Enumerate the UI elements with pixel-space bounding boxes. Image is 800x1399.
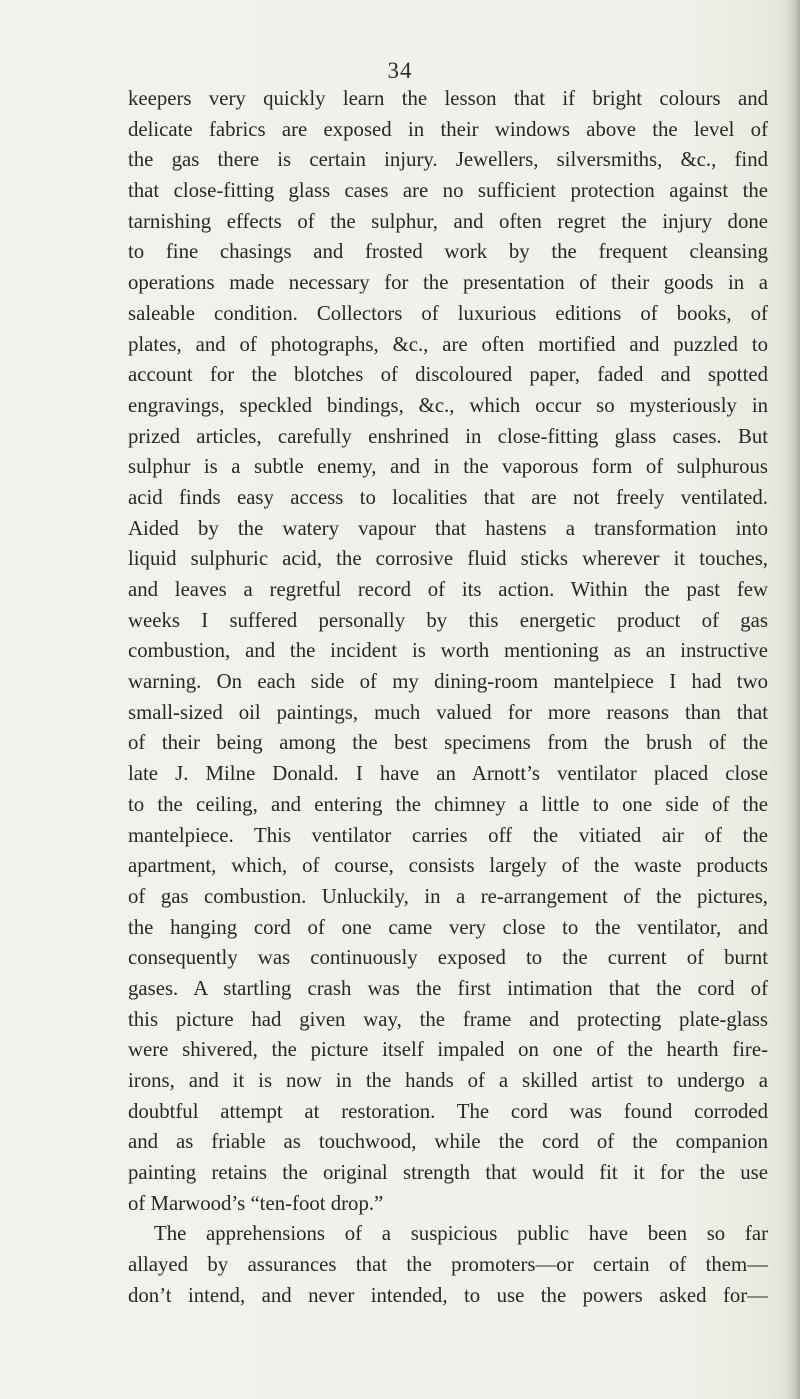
text-line: sulphur is a subtle enemy, and in the vaporous form of sulphurous — [128, 455, 768, 479]
text-line: irons, and it is now in the hands of a skilled artist to undergo a — [128, 1069, 768, 1092]
text-line: delicate fabrics are exposed in their windows above the level of — [128, 117, 768, 141]
text-line: and as friable as touchwood, while the cord of the companion — [128, 1130, 768, 1154]
text-line: combustion, and the incident is worth mentioning as an instructive — [128, 639, 768, 663]
text-line: of their being among the best specimens from the brush of the — [128, 731, 768, 755]
text-line: to the ceiling, and entering the chimney a little to one side of the — [128, 792, 768, 816]
text-line: don’t intend, and never intended, to use the powers asked for— — [128, 1283, 768, 1307]
text-line: doubtful attempt at restoration. The cord was found corroded — [128, 1099, 768, 1123]
text-line: gases. A startling crash was the first intimation that the cord of — [128, 976, 768, 1000]
text-line: to fine chasings and frosted work by the frequent cleansing — [128, 240, 768, 264]
text-line: engravings, speckled bindings, &c., which occur so mysteriously in — [128, 393, 768, 417]
text-line: warning. On each side of my dining-room mantelpiece I had two — [128, 670, 768, 694]
text-line: tarnishing effects of the sulphur, and often regret the injury done — [128, 209, 768, 233]
text-line: liquid sulphuric acid, the corrosive fluid sticks wherever it touches, — [128, 547, 768, 571]
text-line: apartment, which, of course, consists largely of the waste products — [128, 854, 768, 878]
text-line: keepers very quickly learn the lesson that if bright colours and — [128, 87, 768, 110]
text-line: account for the blotches of discoloured paper, faded and spotted — [128, 363, 768, 387]
text-line: consequently was continuously exposed to the current of burnt — [128, 946, 768, 970]
page-edge-shadow — [786, 0, 800, 1399]
text-line: The apprehensions of a suspicious public have been so far — [154, 1222, 768, 1246]
text-line: operations made necessary for the presentation of their goods in a — [128, 271, 768, 295]
text-line: of Marwood’s “ten-foot drop.” — [128, 1191, 384, 1215]
text-line: late J. Milne Donald. I have an Arnott’s ventilator placed close — [128, 762, 768, 786]
text-line: that close-fitting glass cases are no sufficient protection against the — [128, 179, 768, 203]
text-line: small-sized oil paintings, much valued for more reasons than that — [128, 700, 768, 724]
text-line: painting retains the original strength that would fit it for the use — [128, 1161, 768, 1185]
text-line: were shivered, the picture itself impaled on one of the hearth fire- — [128, 1038, 768, 1062]
text-line: the hanging cord of one came very close to the ventilator, and — [128, 915, 768, 939]
text-line: saleable condition. Collectors of luxurious editions of books, of — [128, 301, 768, 325]
text-line: prized articles, carefully enshrined in close-fitting glass cases. But — [128, 424, 768, 448]
text-line: weeks I suffered personally by this energetic product of gas — [128, 608, 768, 632]
text-line: this picture had given way, the frame and protecting plate-glass — [128, 1007, 768, 1031]
text-line: acid finds easy access to localities that are not freely ventilated. — [128, 485, 768, 509]
text-line: Aided by the watery vapour that hastens a transformation into — [128, 516, 768, 540]
text-line: the gas there is certain injury. Jewellers, silversmiths, &c., find — [128, 148, 768, 172]
body-text — [128, 84, 768, 1312]
page-number: 34 — [387, 58, 413, 83]
text-line: mantelpiece. This ventilator carries off the vitiated air of the — [128, 823, 768, 847]
text-line: and leaves a regretful record of its action. Within the past few — [128, 578, 768, 601]
text-line: plates, and of photographs, &c., are often mortified and puzzled to — [128, 332, 768, 356]
text-line: allayed by assurances that the promoters—or certain of them— — [128, 1253, 768, 1277]
text-line: of gas combustion. Unluckily, in a re-arrangement of the pictures, — [128, 884, 768, 908]
